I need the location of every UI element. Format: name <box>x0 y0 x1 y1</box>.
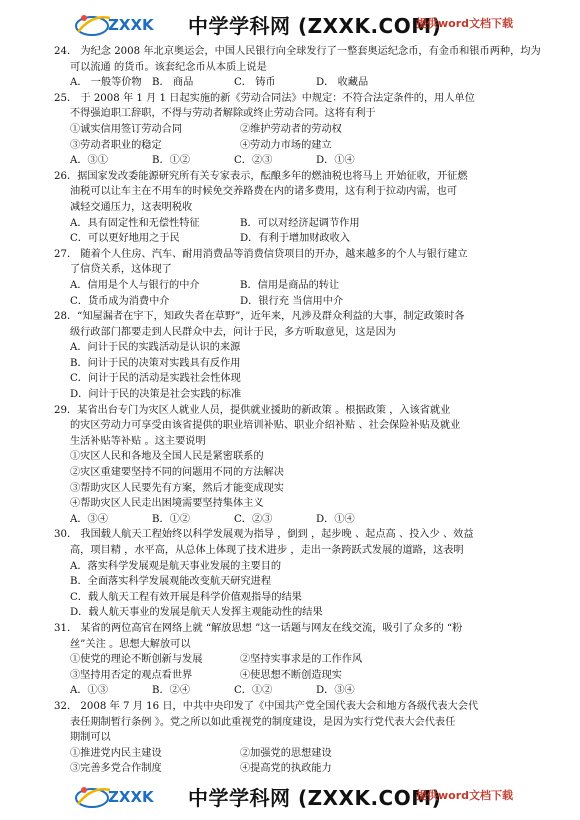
question-text: 油税可以让车主在不用车的时候免交养路费在内的诸多费用，这有利于拉动内需，也可 <box>70 186 458 198</box>
answer-options <box>54 231 554 247</box>
question-26 <box>54 169 554 247</box>
question-25 <box>54 91 554 169</box>
question-text: 26．据国家发改委能源研究所有关专家表示，酝酿多年的燃油税也将马上 开始征收，开征燃 <box>54 170 468 182</box>
question-text: 27． 随着个人住房、汽车、耐用消费品等消费信贷项目的开办，越来越多的个人与银行建立 <box>54 248 468 260</box>
site-title[interactable]: 中学学科网 (ZXXK.COM) <box>188 786 442 810</box>
logo-text: ZXXK <box>108 16 154 34</box>
option-c: C．可以更好地用之于民 <box>70 233 180 245</box>
option-b: B．信用是商品的转让 <box>240 279 340 291</box>
question-text: 31． 某省的两位高官在网络上就 “解放思想 ”这一话题与网友在线交流，吸引了众多的 “粉 <box>54 622 463 634</box>
question-text: 的灾区劳动力可享受由该省提供的职业培训补贴、职业介绍补贴 、社会保险补贴及就业 <box>70 420 461 432</box>
question-text: 24． 为纪念 2008 年北京奥运会，中国人民银行向全球发行了一整套奥运纪念币，有金币和银币两种，均为 <box>54 46 541 57</box>
site-title[interactable]: 中学学科网 (ZXXK.COM) <box>188 14 442 38</box>
option-d: D．①④ <box>316 513 355 525</box>
exam-content <box>54 44 554 777</box>
download-link[interactable]: 提供word文档下载 <box>416 789 514 802</box>
option-d: D．载人航天事业的发展是航天人发挥主观能动性的结果 <box>70 607 323 619</box>
statement-4: ④提高党的执政能力 <box>240 763 332 775</box>
question-text: 丝”关注 。思想大解放可以 <box>70 638 191 650</box>
option-a: A．信用是个人与银行的中介 <box>70 279 200 291</box>
option-d: D．③④ <box>316 685 355 697</box>
header-banner <box>0 4 580 44</box>
question-text: 25． 于 2008 年 1 月 1 日起实施的新《劳动合同法》中规定：不符合法定条件的，用人单位 <box>54 92 475 104</box>
question-27 <box>54 247 554 309</box>
option-d: D．有利于增加财政收入 <box>240 233 351 245</box>
statements <box>54 746 554 762</box>
statement-4: ④帮助灾区人民走出困境需要坚持集体主义 <box>70 498 264 510</box>
option-c: C．②③ <box>234 513 273 525</box>
option-a: A．落实科学发展观是航天事业发展的主要目的 <box>70 560 282 572</box>
zxxk-logo <box>70 6 170 40</box>
answer-options <box>54 683 554 699</box>
option-d: D．银行充 当信用中介 <box>240 295 344 307</box>
statements <box>54 761 554 777</box>
answer-options <box>54 278 554 294</box>
question-29 <box>54 403 554 528</box>
logo-text: ZXXK <box>108 788 154 806</box>
question-text: 了信贷关系，这体现了 <box>70 264 172 276</box>
option-a: A． 一般等价物 <box>70 77 142 89</box>
question-text: 表任期制暂行条例 》。党之所以如此重视党的制度建设，是因为实行党代表大会代表任 <box>70 716 456 728</box>
option-b: B．全面落实科学发展观能改变航天研究进程 <box>70 576 272 588</box>
question-30 <box>54 527 554 621</box>
option-a: A．③④ <box>70 513 108 525</box>
option-b: B．②④ <box>152 685 191 697</box>
answer-options <box>54 153 554 169</box>
option-a: A．③① <box>70 155 108 167</box>
option-a: A．①③ <box>70 685 108 697</box>
option-c: C．①② <box>234 685 273 697</box>
statement-2: ②加强党的思想建设 <box>240 747 332 759</box>
question-text: 生活补贴等补贴 。这主要说明 <box>70 435 206 447</box>
question-text: 32． 2008 年 7 月 16 日，中共中央印发了《中国共产党全国代表大会和地方各级代表大会代 <box>54 700 479 712</box>
answer-options <box>54 294 554 310</box>
statement-1: ①诚实信用签订劳动合同 <box>70 123 183 135</box>
option-a: A．具有固定性和无偿性特征 <box>70 217 200 229</box>
zxxk-logo <box>70 778 170 812</box>
statement-1: ①灾区人民和各地及全国人民是紧密联系的 <box>70 451 264 463</box>
option-b: B．①② <box>152 513 191 525</box>
option-c: C．载人航天工程有效开展是科学价值观指导的结果 <box>70 591 302 603</box>
statement-2: ②灾区重建要坚持不同的问题用不同的方法解决 <box>70 467 284 479</box>
question-32 <box>54 699 554 777</box>
statement-3: ③坚持用否定的观点看世界 <box>70 669 193 681</box>
statement-4: ④劳动力市场的建立 <box>240 139 332 151</box>
statements <box>54 668 554 684</box>
statement-3: ③帮助灾区人民要先有方案，然后才能变成现实 <box>70 482 284 494</box>
footer-banner <box>0 776 580 816</box>
option-c: C．货币成为消费中介 <box>70 295 170 307</box>
question-text: 级行政部门都要走到人民群众中去，问计于民，多方听取意见，这是因为 <box>70 326 396 338</box>
statement-2: ②维护劳动者的劳动权 <box>240 123 342 135</box>
option-c: C．②③ <box>234 155 273 167</box>
option-c: C． 铸币 <box>234 77 276 89</box>
statement-1: ①推进党内民主建设 <box>70 747 162 759</box>
statements <box>54 652 554 668</box>
option-b: B．①② <box>152 155 191 167</box>
question-text: 高，项目精 ，水平高，从总体上体现了技术进步 ，走出一条跨跃式发展的道路，这表明 <box>70 545 464 556</box>
option-a: A．问计于民的实践活动是认识的来源 <box>70 342 241 354</box>
download-link[interactable]: 提供word文档下载 <box>416 17 514 30</box>
question-text: 减轻交通压力，这表明税收 <box>70 201 193 213</box>
option-c: C．问计于民的活动是实践社会性体现 <box>70 373 241 385</box>
statements <box>54 138 554 154</box>
question-text: 可以流通 的货币。该套纪念币从本质上说是 <box>70 61 267 73</box>
option-b: B．问计于民的决策对实践具有反作用 <box>70 357 241 369</box>
question-text: 不得强迫职工辞职，不得与劳动者解除或终止劳动合同。这将有利于 <box>70 108 376 120</box>
answer-options <box>54 216 554 232</box>
answer-options <box>54 75 554 91</box>
question-text: 30． 我国载人航天工程始终以科学发展观为指导 ，倒到 ，起步晚 、起点高 、投入少 、效益 <box>54 529 474 541</box>
statement-3: ③劳动者职业的稳定 <box>70 139 162 151</box>
option-d: D．①④ <box>316 155 355 167</box>
statement-2: ②坚持实事求是的工作作风 <box>240 654 363 666</box>
option-d: D． 收藏品 <box>316 77 369 89</box>
question-text: 期制可以 <box>70 732 111 744</box>
statement-4: ④使思想不断创造现实 <box>240 669 342 681</box>
question-text: 29．某省出台专门为灾区人就业人员，提供就业援助的新政策 。根据政策 ，入该省就业 <box>54 404 451 416</box>
question-text: 28．“知屋漏者在宇下，知政失者在草野”，近年来，凡涉及群众利益的大事，制定政策时各 <box>54 311 465 323</box>
question-24 <box>54 44 554 91</box>
answer-options <box>54 512 554 528</box>
option-b: B．可以对经济起调节作用 <box>240 217 360 229</box>
option-d: D．问计于民的决策是社会实践的标准 <box>70 389 242 401</box>
statement-1: ①使党的理论不断创新与发展 <box>70 654 203 666</box>
question-31 <box>54 621 554 699</box>
option-b: B． 商品 <box>152 77 194 89</box>
statements <box>54 122 554 138</box>
question-28 <box>54 309 554 403</box>
statement-3: ③完善多党合作制度 <box>70 763 162 775</box>
